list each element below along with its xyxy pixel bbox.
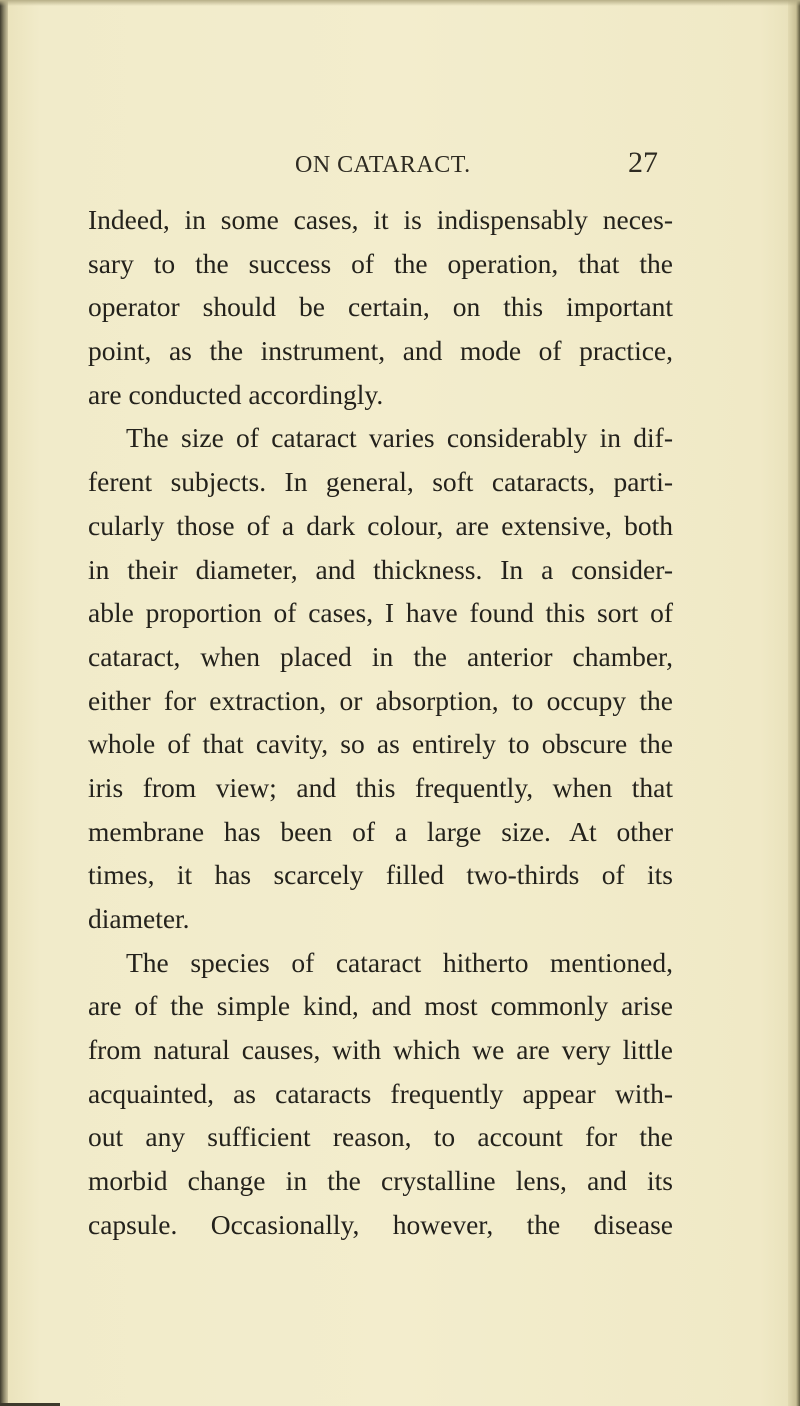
text-line: morbid change in the crystalline lens, and its (88, 1165, 673, 1197)
text-line: diameter. (88, 903, 190, 934)
text-line: Indeed, in some cases, it is indispensably neces- (88, 204, 673, 235)
text-line: ferent subjects. In general, soft cataracts, parti- (88, 466, 673, 498)
page-right-edge (788, 0, 800, 1406)
paragraph (88, 941, 673, 1247)
text-line: are conducted accordingly. (88, 378, 384, 410)
text-line: cularly those of a dark colour, are extensive, both (88, 509, 673, 541)
paragraph (88, 416, 673, 940)
text-line: either for extraction, or absorption, to occupy the (88, 684, 673, 716)
text-line: sary to the success of the operation, that the (88, 247, 673, 279)
text-line: whole of that cavity, so as entirely to obscure the (88, 728, 673, 760)
text-line: membrane has been of a large size. At other (88, 815, 673, 847)
text-line: iris from view; and this frequently, when that (88, 771, 673, 803)
text-line: are of the simple kind, and most commonly arise (88, 990, 673, 1022)
running-head: ON CATARACT. (295, 152, 471, 178)
top-shadow (0, 0, 800, 6)
text-line: The species of cataract hitherto mentioned, (126, 946, 673, 978)
page-header (88, 148, 688, 188)
binding-edge (0, 0, 8, 1406)
text-line: The size of cataract varies considerably in dif- (126, 422, 673, 454)
text-line: out any sufficient reason, to account for the (88, 1121, 673, 1153)
text-line: able proportion of cases, I have found this sort of (88, 597, 673, 629)
paragraph (88, 198, 673, 416)
text-line: times, it has scarcely filled two-thirds of its (88, 859, 673, 891)
text-line: capsule. Occasionally, however, the disease (88, 1208, 673, 1240)
text-line: operator should be certain, on this important (88, 291, 673, 323)
text-line: in their diameter, and thickness. In a consider- (88, 553, 673, 585)
text-line: point, as the instrument, and mode of practice, (88, 335, 673, 367)
page-number: 27 (628, 146, 658, 179)
text-line: cataract, when placed in the anterior chamber, (88, 640, 673, 672)
body-text (88, 198, 673, 1247)
text-line: from natural causes, with which we are very little (88, 1034, 673, 1066)
text-line: acquainted, as cataracts frequently appear with- (88, 1077, 673, 1109)
